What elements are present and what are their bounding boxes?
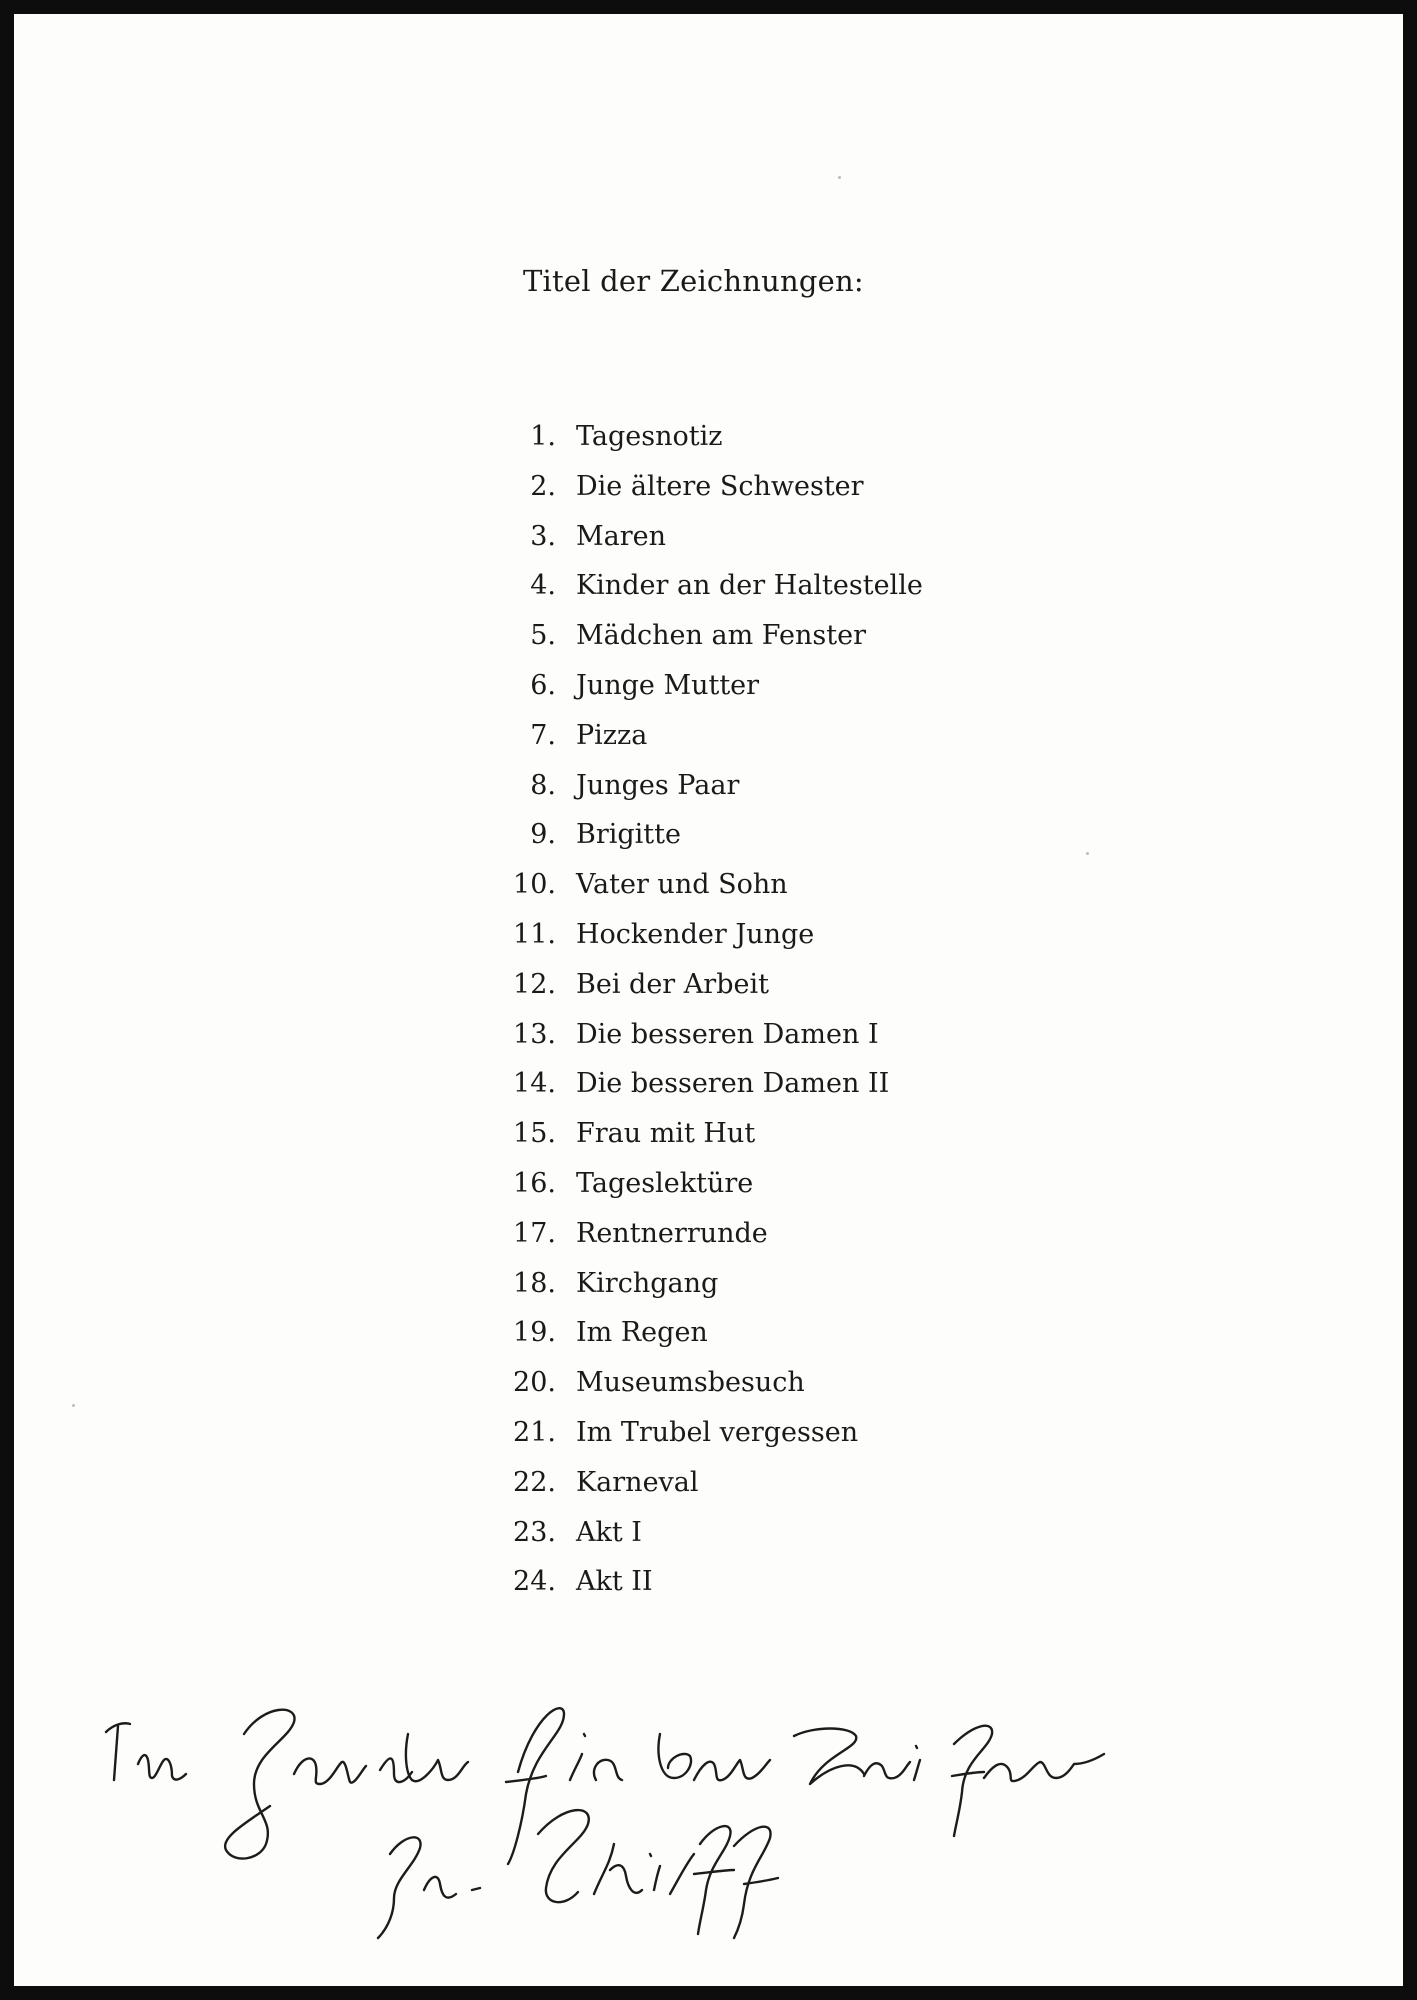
item-number: 12. bbox=[513, 968, 556, 1000]
item-title: Im Regen bbox=[576, 1317, 708, 1349]
list-item bbox=[506, 1159, 923, 1209]
list-item bbox=[506, 1010, 923, 1060]
list-item bbox=[506, 1557, 923, 1607]
item-number: 7. bbox=[530, 719, 556, 751]
handwritten-dedication-signature bbox=[94, 1694, 1244, 1954]
list-item bbox=[506, 1308, 923, 1358]
item-title: Akt I bbox=[576, 1516, 642, 1548]
item-title: Mädchen am Fenster bbox=[576, 620, 866, 652]
page-title: Titel der Zeichnungen: bbox=[523, 264, 864, 298]
item-title: Kirchgang bbox=[576, 1267, 719, 1299]
item-number: 22. bbox=[513, 1466, 556, 1498]
list-item bbox=[506, 960, 923, 1010]
item-title: Die besseren Damen II bbox=[576, 1068, 890, 1100]
item-number: 3. bbox=[530, 520, 556, 552]
item-title: Karneval bbox=[576, 1466, 699, 1498]
item-title: Tageslektüre bbox=[576, 1167, 754, 1199]
item-number: 6. bbox=[530, 669, 556, 701]
item-number: 14. bbox=[513, 1068, 556, 1100]
item-number: 13. bbox=[513, 1018, 556, 1050]
list-item bbox=[506, 810, 923, 860]
item-title: Pizza bbox=[576, 719, 648, 751]
item-number: 21. bbox=[513, 1416, 556, 1448]
list-item bbox=[506, 1508, 923, 1558]
document-page bbox=[14, 14, 1403, 1986]
signature-note bbox=[1244, 1694, 1245, 1695]
item-number: 23. bbox=[513, 1516, 556, 1548]
list-item bbox=[506, 512, 923, 562]
item-number: 8. bbox=[530, 769, 556, 801]
list-item bbox=[506, 1358, 923, 1408]
item-title: Hockender Junge bbox=[576, 918, 815, 950]
item-title: Bei der Arbeit bbox=[576, 968, 769, 1000]
item-title: Frau mit Hut bbox=[576, 1118, 756, 1150]
item-number: 18. bbox=[513, 1267, 556, 1299]
item-number: 16. bbox=[513, 1167, 556, 1199]
item-number: 5. bbox=[530, 620, 556, 652]
list-item bbox=[506, 860, 923, 910]
item-title: Kinder an der Haltestelle bbox=[576, 570, 923, 602]
item-title: Junge Mutter bbox=[576, 669, 760, 701]
item-number: 15. bbox=[513, 1118, 556, 1150]
item-title: Rentnerrunde bbox=[576, 1217, 768, 1249]
item-number: 11. bbox=[513, 918, 556, 950]
item-number: 17. bbox=[513, 1217, 556, 1249]
item-title: Die besseren Damen I bbox=[576, 1018, 879, 1050]
paper-speck bbox=[838, 176, 841, 179]
item-title: Brigitte bbox=[576, 819, 681, 851]
list-item bbox=[506, 611, 923, 661]
item-number: 4. bbox=[530, 570, 556, 602]
item-title: Akt II bbox=[576, 1566, 653, 1598]
item-number: 20. bbox=[513, 1367, 556, 1399]
paper-speck bbox=[72, 1404, 75, 1407]
list-item bbox=[506, 1458, 923, 1508]
item-title: Tagesnotiz bbox=[576, 421, 723, 452]
item-title: Die ältere Schwester bbox=[576, 470, 864, 502]
item-title: Museumsbesuch bbox=[576, 1367, 805, 1399]
list-item bbox=[506, 711, 923, 761]
list-item bbox=[506, 462, 923, 512]
item-number: 24. bbox=[513, 1566, 556, 1598]
item-title: Maren bbox=[576, 520, 667, 552]
drawing-title-list bbox=[506, 412, 923, 1607]
list-item bbox=[506, 1209, 923, 1259]
item-number: 1. bbox=[530, 421, 556, 452]
list-item bbox=[506, 1408, 923, 1458]
list-item bbox=[506, 561, 923, 611]
item-number: 9. bbox=[530, 819, 556, 851]
item-title: Junges Paar bbox=[576, 769, 740, 801]
list-item bbox=[506, 910, 923, 960]
item-number: 2. bbox=[530, 470, 556, 502]
list-item bbox=[506, 1109, 923, 1159]
item-number: 19. bbox=[513, 1317, 556, 1349]
list-item bbox=[506, 1259, 923, 1309]
list-item bbox=[506, 412, 923, 462]
item-title: Vater und Sohn bbox=[576, 869, 788, 901]
list-item bbox=[506, 1059, 923, 1109]
paper-speck bbox=[1086, 852, 1089, 855]
list-item bbox=[506, 761, 923, 811]
item-title: Im Trubel vergessen bbox=[576, 1416, 859, 1448]
item-number: 10. bbox=[513, 869, 556, 901]
list-item bbox=[506, 661, 923, 711]
